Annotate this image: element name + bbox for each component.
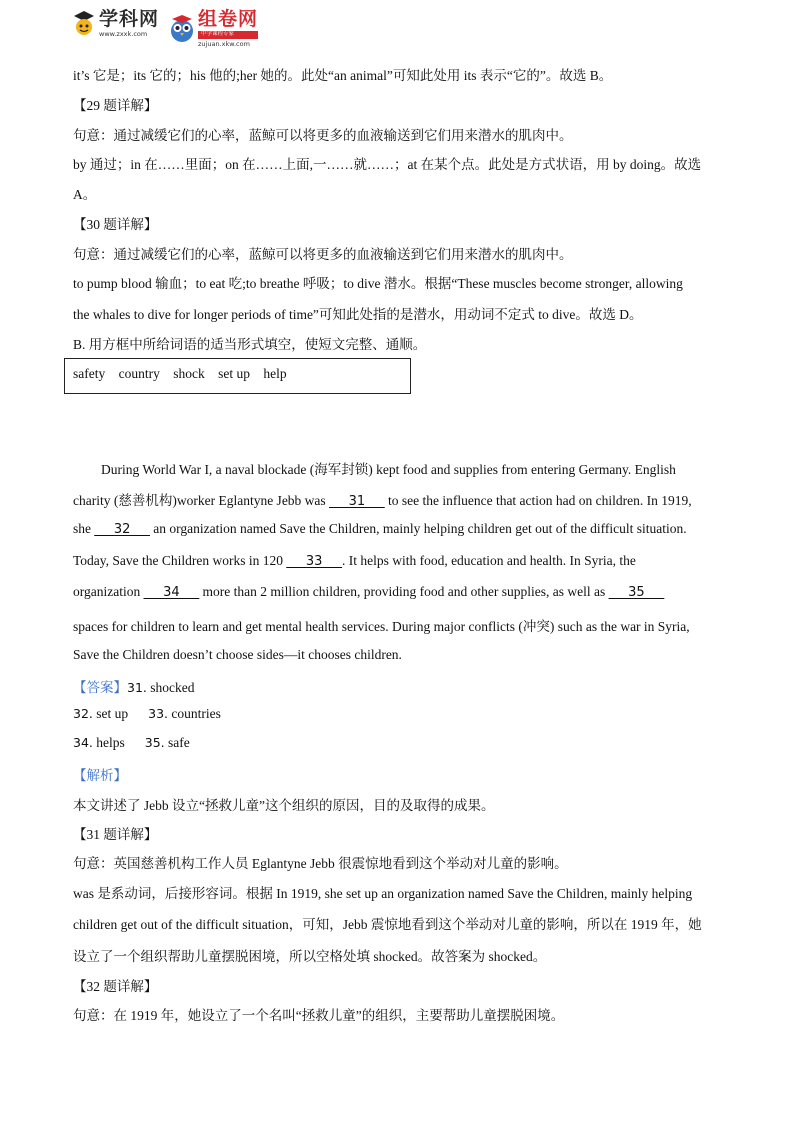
answer-number: 32. [73,706,93,721]
instruction-line: B. 用方框中所给词语的适当形式填空，使短文完整、通顺。 [73,337,427,352]
answer-line [73,676,195,696]
answer-value: countries [171,706,221,721]
passage-line [73,489,692,509]
passage-text: . It helps with food, education and health. In Syria, the [341,553,636,568]
text-line: children get out of the difficult situation，可知，Jebb 震惊地看到这个举动对儿童的影响，所以在 1919 年，她 [73,917,702,932]
answer-number: 33. [148,706,169,721]
passage-text: Today, Save the Children works in 120 [73,553,287,568]
answer-number: 34. [73,735,93,750]
answer-line [73,735,190,751]
zxxk-logo-name: 学科网 [99,8,160,31]
graduate-mascot-icon [72,10,96,38]
text-line: the whales to dive for longer periods of time”可知此处指的是潜水，用动词不定式 to dive。故选 D。 [73,307,643,322]
answer-value: helps [96,735,125,750]
text-line: 句意：在 1919 年，她设立了一个名叫“拯救儿童”的组织，主要帮助儿童摆脱困境。 [73,1008,565,1023]
passage-line [73,521,687,537]
passage-text: organization [73,584,144,599]
blank-32: ___32___ [94,522,150,537]
word-option: shock [173,366,205,381]
word-option: country [118,366,160,381]
section-heading: 【31 题详解】 [73,827,158,842]
answer-label: 【答案】 [73,680,127,695]
word-option: safety [73,366,106,381]
passage-line [73,553,636,569]
text-line: 句意：英国慈善机构工作人员 Eglantyne Jebb 很震惊地看到这个举动对儿童的影响。 [73,856,568,871]
section-heading: 【29 题详解】 [73,98,158,113]
section-heading: 【32 题详解】 [73,979,158,994]
answer-number: 31. [127,680,147,695]
passage-text: to see the influence that action had on children. In 1919, [384,493,692,508]
section-heading: 【30 题详解】 [73,217,158,232]
zujuan-logo-url: zujuan.xkw.com [198,39,250,48]
text-line: 句意：通过减缓它们的心率，蓝鲸可以将更多的血液输送到它们用来潜水的肌肉中。 [73,247,573,262]
passage-text: charity (慈善机构)worker Eglantyne Jebb was [73,493,330,508]
passage-text: she [73,521,95,536]
word-option: help [263,366,287,381]
text-line: to pump blood 输血；to eat 吃;to breathe 呼吸；to dive 潜水。根据“These muscles become stronger, allowing [73,276,683,291]
answer-value: safe [168,735,190,750]
blank-33: ___33___ [286,554,342,569]
passage-line: spaces for children to learn and get mental health services. During major conflicts (冲突) such as the war in Syria, [73,619,690,634]
zujuan-logo[interactable] [169,10,258,47]
word-option: set up [218,366,250,381]
zxxk-logo-url: www.zxxk.com [99,30,148,39]
owl-mascot-icon [169,15,195,43]
text-line: 设立了一个组织帮助儿童摆脱困境，所以空格处填 shocked。故答案为 shocked。 [73,949,547,964]
passage-line: Save the Children doesn’t choose sides—it chooses children. [73,647,402,662]
passage-line [73,584,664,600]
passage-line: During World War I, a naval blockade (海军封锁) kept food and supplies from entering Germany. English [101,462,676,477]
text-line: by 通过；in 在……里面；on 在……上面,一……就……；at 在某个点。此处是方式状语，用 by doing。故选 [73,157,702,172]
answer-value: set up [96,706,129,721]
answer-value: shocked [150,680,195,695]
text-line: was 是系动词，后接形容词。根据 In 1919, she set up an organization named Save the Children, mainly helping [73,886,693,901]
blank-35: ___35___ [608,585,665,600]
header-logos [72,10,258,47]
text-line: it’s 它是；its 它的；his 他的;her 她的。此处“an animal”可知此处用 its 表示“它的”。故选 B。 [73,68,613,83]
passage-text: an organization named Save the Children, mainly helping children get out of the difficult situation. [149,521,687,536]
answer-line [73,706,221,722]
blank-31: ___31___ [329,494,385,509]
zxxk-logo[interactable] [72,10,159,38]
text-line: 本文讲述了 Jebb 设立“拯救儿童”这个组织的原因，目的及取得的成果。 [73,798,495,813]
answer-number: 35. [144,735,165,750]
text-line: A。 [73,187,97,202]
analysis-label: 【解析】 [73,768,127,783]
zujuan-logo-slogan: 中学课程专家 [198,31,258,39]
blank-34: ___34___ [143,585,200,600]
zujuan-logo-name: 组卷网 [198,8,259,30]
text-line: 句意：通过减缓它们的心率，蓝鲸可以将更多的血液输送到它们用来潜水的肌肉中。 [73,128,573,143]
word-box [64,358,411,394]
passage-text: more than 2 million children, providing food and other supplies, as well as [199,584,609,599]
